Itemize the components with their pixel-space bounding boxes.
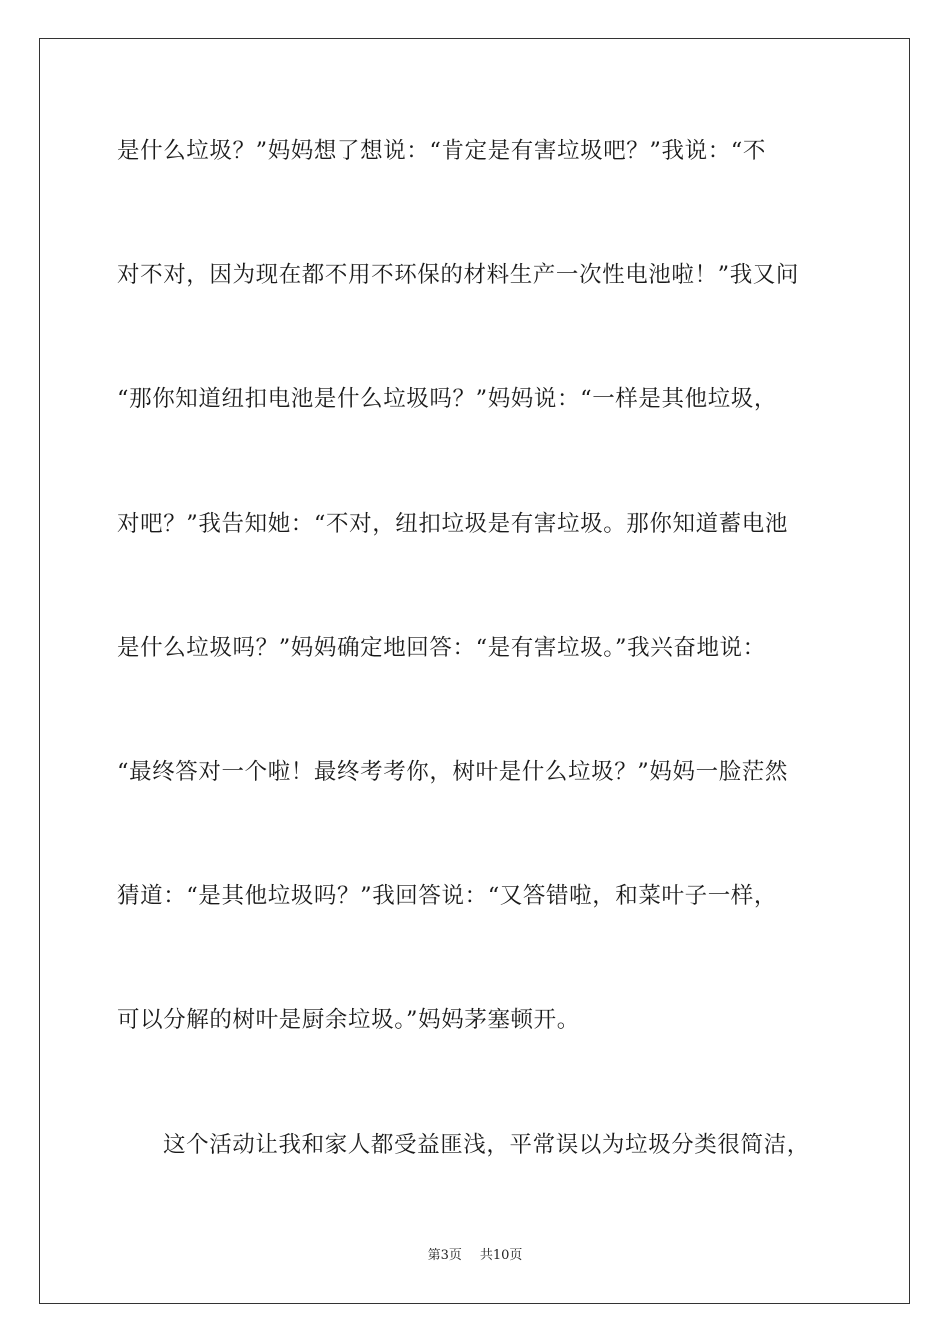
text-line: 对吧？”我告知她：“不对，纽扣垃圾是有害垃圾。那你知道蓄电池 bbox=[117, 510, 789, 537]
document-body bbox=[117, 120, 837, 1238]
page-total: 共10页 bbox=[479, 1248, 523, 1263]
page-footer bbox=[0, 1246, 950, 1266]
text-line: 可以分解的树叶是厨余垃圾。”妈妈茅塞顿开。 bbox=[117, 1007, 580, 1034]
text-line: “那你知道纽扣电池是什么垃圾吗？”妈妈说：“一样是其他垃圾， bbox=[117, 386, 778, 413]
text-line: 是什么垃圾？”妈妈想了想说：“肯定是有害垃圾吧？”我说：“不 bbox=[117, 138, 767, 164]
paragraph-start-line: 这个活动让我和家人都受益匪浅，平常误以为垃圾分类很简洁， bbox=[163, 1131, 810, 1158]
text-line: “最终答对一个啦！最终考考你，树叶是什么垃圾？”妈妈一脸茫然 bbox=[117, 758, 789, 785]
text-line: 对不对，因为现在都不用不环保的材料生产一次性电池啦！”我又问 bbox=[117, 262, 800, 289]
text-line: 猜道：“是其他垃圾吗？”我回答说：“又答错啦，和菜叶子一样， bbox=[117, 883, 778, 910]
text-line: 是什么垃圾吗？”妈妈确定地回答：“是有害垃圾。”我兴奋地说： bbox=[117, 634, 766, 661]
page-number: 第3页 bbox=[427, 1248, 462, 1263]
